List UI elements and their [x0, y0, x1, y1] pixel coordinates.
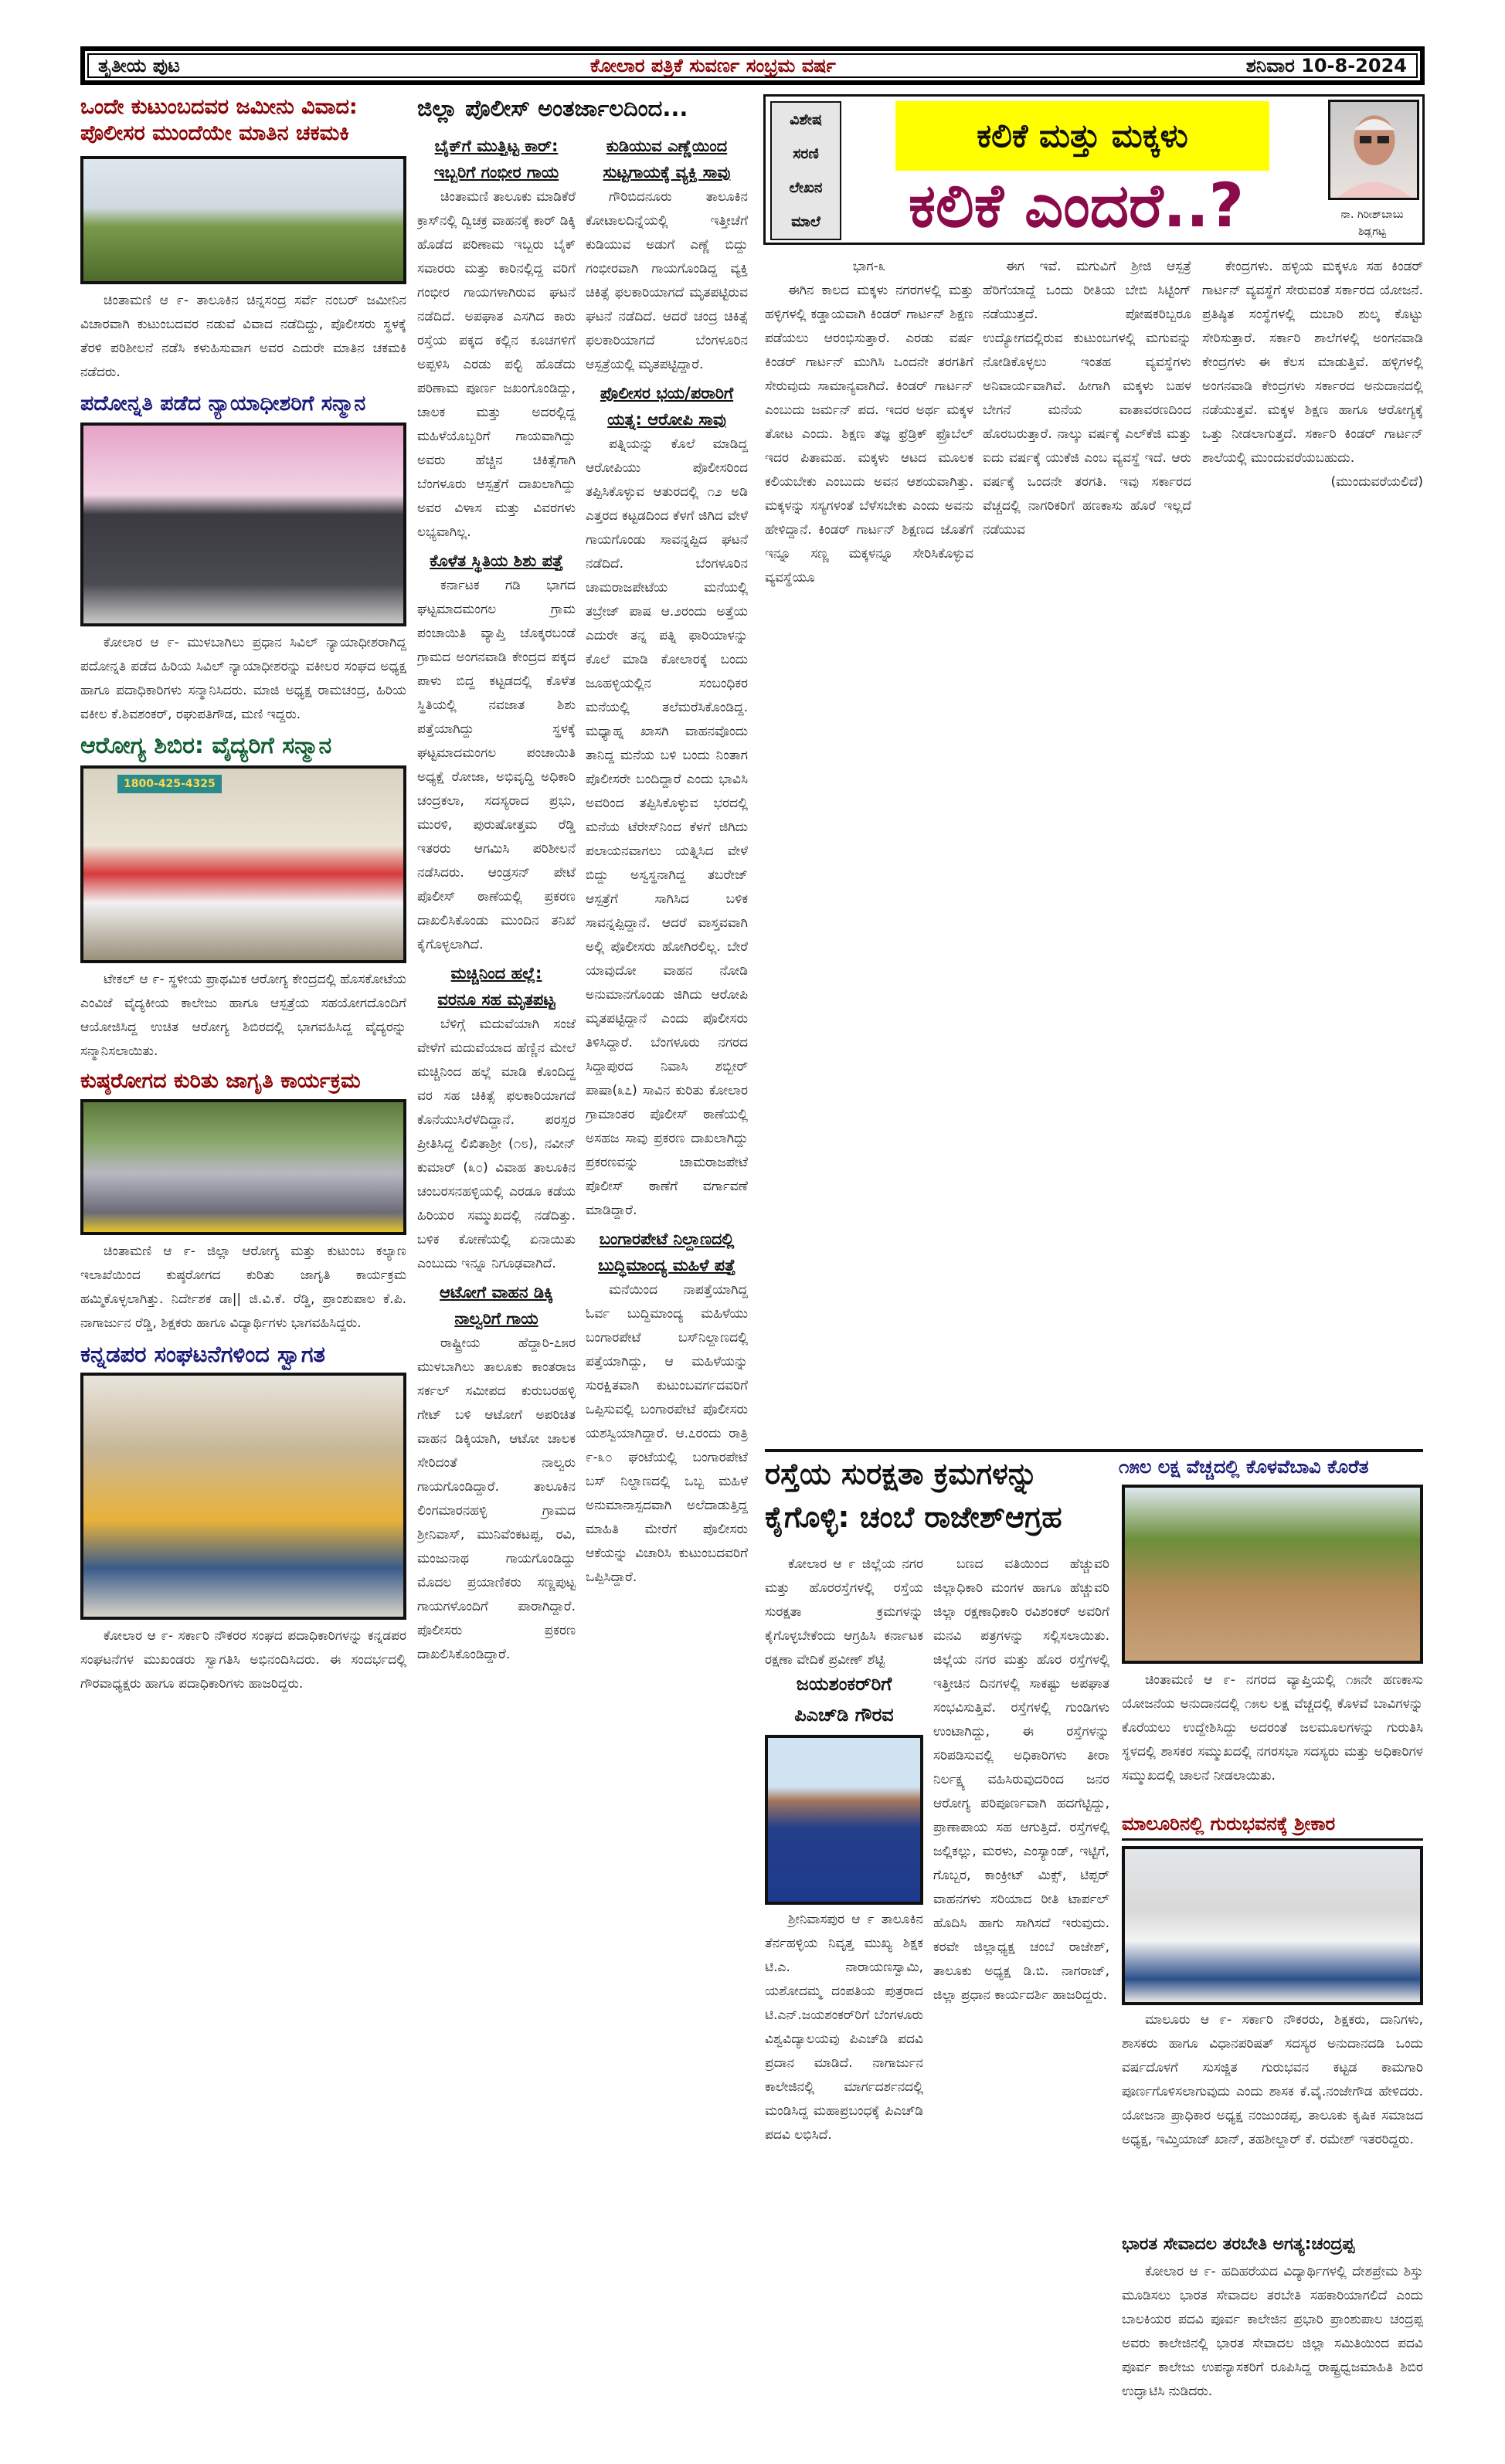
crime-column-b [586, 133, 748, 2373]
series-label: ವಿಶೇಷ ಸರಣಿ ಲೇಖನ ಮಾಲೆ [770, 101, 841, 240]
page-label: ತೃತೀಯ ಪುಟ [98, 55, 180, 76]
crime-item: ಕುಡಿಯುವ ಎಣ್ಣೆಯಿಂದ ಸುಟ್ಟಗಾಯಕ್ಕೆ ವ್ಯಕ್ತಿ ಸಾವು ಗೌರಿಬಿದನೂರು ತಾಲೂಕಿನ ಕೋಟಾಲದಿನ್ನೆಯಲ್ಲಿ ಇತ್ತೀಚೆಗೆ ಕುಡಿಯುವ ಅಡುಗೆ ಎಣ್ಣೆ ಬಿದ್ದು ಗಂಭೀರವಾಗಿ ಗಾಯಗೊಂಡಿದ್ದ ವ್ಯಕ್ತಿ ಚಿಕಿತ್ಸೆ ಫಲಕಾರಿಯಾಗದೆ ಮೃತಪಟ್ಟಿರುವ ಘಟನೆ ನಡೆದಿದೆ. ಆದರೆ ಚಂದ್ರ ಚಿಕಿತ್ಸೆ ಫಲಕಾರಿಯಾಗದೆ ಬೆಂಗಳೂರಿನ ಆಸ್ಪತ್ರೆಯಲ್ಲಿ ಮೃತಪಟ್ಟಿದ್ದಾರೆ. [586, 137, 748, 372]
story1-body: ಚಿಂತಾಮಣಿ ಆ ೯- ತಾಲೂಕಿನ ಚಿನ್ನಸಂದ್ರ ಸರ್ವೆ ನಂಬರ್ ಜಮೀನಿನ ವಿಚಾರವಾಗಿ ಕುಟುಂಬದವರ ನಡುವೆ ವಿವಾದ ನಡೆದಿದ್ದು, ಪೊಲೀಸರು ಸ್ಥಳಕ್ಕೆ ತೆರಳಿ ಪರಿಶೀಲನೆ ನಡೆಸಿ ಕಳುಹಿಸುವಾಗ ಅವರ ಎದುರೇ ಮಾತಿನ ಚಕಮಕಿ ನಡೆದರು. [80, 292, 406, 380]
malur-rule [1122, 1838, 1423, 1841]
seva-body: ಕೋಲಾರ ಆ ೯- ಹದಿಹರೆಯದ ವಿದ್ಯಾರ್ಥಿಗಳಲ್ಲಿ ದೇಶಪ್ರೇಮ ಶಿಸ್ತು ಮೂಡಿಸಲು ಭಾರತ ಸೇವಾದಲ ತರಬೇತಿ ಸಹಕಾರಿಯಾಗಲಿದೆ ಎಂದು ಬಾಲಕಿಯರ ಪದವಿ ಪೂರ್ವ ಕಾಲೇಜಿನ ಪ್ರಭಾರಿ ಪ್ರಾಂಶುಪಾಲ ಚಂದ್ರಪ್ಪ ಅವರು ಕಾಲೇಜಿನಲ್ಲಿ ಭಾರತ ಸೇವಾದಲ ಜಿಲ್ಲಾ ಸಮಿತಿಯಿಂದ ಪದವಿ ಪೂರ್ವ ಕಾಲೇಜು ಉಪನ್ಯಾಸಕರಿಗೆ ರೂಪಿಸಿದ್ದ ರಾಷ್ಟ್ರಧ್ವಜಮಾಹಿತಿ ಶಿಬಿರ ಉದ್ಘಾಟಿಸಿ ನುಡಿದರು. [1122, 2264, 1423, 2399]
crime-item: ಮಚ್ಚಿನಿಂದ ಹಲ್ಲೆ: ವರನೂ ಸಹ ಮೃತಪಟ್ಟ ಬೆಳಿಗ್ಗೆ ಮದುವೆಯಾಗಿ ಸಂಜೆ ವೇಳೆಗೆ ಮದುವೆಯಾದ ಹೆಣ್ಣಿನ ಮೇಲೆ ಮಚ್ಚಿನಿಂದ ಹಲ್ಲೆ ಮಾಡಿ ಕೊಂದಿದ್ದ ವರ ಸಹ ಚಿಕಿತ್ಸೆ ಫಲಕಾರಿಯಾಗದೆ ಕೊನೆಯುಸಿರೆಳೆದಿದ್ದಾನೆ. ಪರಸ್ಪರ ಪ್ರೀತಿಸಿದ್ದ ಲಿಖಿತಾಶ್ರೀ (೧೮), ನವೀನ್ ಕುಮಾರ್ (೩೦) ವಿವಾಹ ತಾಲೂಕಿನ ಚಂಬರಸನಹಳ್ಳಿಯಲ್ಲಿ ಎರಡೂ ಕಡೆಯ ಹಿರಿಯರ ಸಮ್ಮುಖದಲ್ಲಿ ನಡೆದಿತ್ತು. ಬಳಿಕ ಕೋಣೆಯಲ್ಲಿ ಏನಾಯಿತು ಎಂಬುದು ಇನ್ನೂ ನಿಗೂಢವಾಗಿದೆ. [417, 964, 576, 1271]
story3-headline: ಆರೋಗ್ಯ ಶಿಬಿರ: ವೈದ್ಯರಿಗೆ ಸನ್ಮಾನ [80, 732, 332, 760]
kannada-welcome-photo [80, 1373, 406, 1620]
story4-headline: ಕುಷ್ಠರೋಗದ ಕುರಿತು ಜಾಗೃತಿ ಕಾರ್ಯಕ್ರಮ [80, 1068, 361, 1093]
series-big-title: ಕಲಿಕೆ ಎಂದರೆ..? [908, 171, 1245, 241]
crime-item: ಕೊಳೆತ ಸ್ಥಿತಿಯ ಶಿಶು ಪತ್ತೆ ಕರ್ನಾಟಕ ಗಡಿ ಭಾಗದ ಘಟ್ಟಮಾದಮಂಗಲ ಗ್ರಾಮ ಪಂಚಾಯಿತಿ ವ್ಯಾಪ್ತಿ ಚೊಕ್ಕರಬಂಡೆ ಗ್ರಾಮದ ಅಂಗನವಾಡಿ ಕೇಂದ್ರದ ಪಕ್ಕದ ಪಾಳು ಬಿದ್ದ ಕಟ್ಟಡದಲ್ಲಿ ಕೊಳೆತ ಸ್ಥಿತಿಯಲ್ಲಿ ನವಜಾತ ಶಿಶು ಪತ್ತೆಯಾಗಿದ್ದು ಸ್ಥಳಕ್ಕೆ ಘಟ್ಟಮಾದಮಂಗಲ ಪಂಚಾಯಿತಿ ಅಧ್ಯಕ್ಷೆ ರೋಜಾ, ಅಭಿವೃದ್ಧಿ ಅಧಿಕಾರಿ ಚಂದ್ರಕಲಾ, ಸದಸ್ಯರಾದ ಪ್ರಭು, ಮುರಳಿ, ಪುರುಷೋತ್ತಮ ರೆಡ್ಡಿ ಇತರರು ಆಗಮಿಸಿ ಪರಿಶೀಲನೆ ನಡೆಸಿದರು. ಆಂಡ್ರಸನ್ ಪೇಟೆ ಪೊಲೀಸ್ ಠಾಣೆಯಲ್ಲಿ ಪ್ರಕರಣ ದಾಖಲಿಸಿಕೊಂಡು ಮುಂದಿನ ತನಿಖೆ ಕೈಗೊಳ್ಳಲಾಗಿದೆ. [417, 552, 576, 952]
series-title: ಕಲಿಕೆ ಮತ್ತು ಮಕ್ಕಳು [895, 101, 1269, 171]
crime-item: ಬಂಗಾರಪೇಟೆ ನಿಲ್ದಾಣದಲ್ಲಿ ಬುದ್ಧಿಮಾಂದ್ಯ ಮಹಿಳೆ ಪತ್ತೆ ಮನೆಯಿಂದ ನಾಪತ್ತೆಯಾಗಿದ್ದ ಓರ್ವ ಬುದ್ಧಿಮಾಂದ್ಯ ಮಹಿಳೆಯು ಬಂಗಾರಪೇಟೆ ಬಸ್‌ನಿಲ್ದಾಣದಲ್ಲಿ ಪತ್ತೆಯಾಗಿದ್ದು, ಆ ಮಹಿಳೆಯನ್ನು ಸುರಕ್ಷಿತವಾಗಿ ಕುಟುಂಬವರ್ಗದವರಿಗೆ ಒಪ್ಪಿಸುವಲ್ಲಿ ಬಂಗಾರಪೇಟೆ ಪೊಲೀಸರು ಯಶಸ್ವಿಯಾಗಿದ್ದಾರೆ. ಆ.೭ರಂದು ರಾತ್ರಿ ೯-೩೦ ಘಂಟೆಯಲ್ಲಿ ಬಂಗಾರಪೇಟೆ ಬಸ್ ನಿಲ್ದಾಣದಲ್ಲಿ ಒಬ್ಬ ಮಹಿಳೆ ಅನುಮಾನಾಸ್ಪದವಾಗಿ ಅಲೆದಾಡುತ್ತಿದ್ದ ಮಾಹಿತಿ ಮೇರೆಗೆ ಪೊಲೀಸರು ಆಕೆಯನ್ನು ವಿಚಾರಿಸಿ ಕುಟುಂಬದವರಿಗೆ ಒಪ್ಪಿಸಿದ್ದಾರೆ. [586, 1230, 748, 1585]
story1-headline: ಒಂದೇ ಕುಟುಂಬದವರ ಜಮೀನು ವಿವಾದ: ಪೊಲೀಸರ ಮುಂದೆಯೇ ಮಾತಿನ ಚಕಮಕಿ [80, 95, 358, 145]
land-dispute-photo [80, 156, 406, 284]
seva-headline: ಭಾರತ ಸೇವಾದಲ ತರಬೇತಿ ಅಗತ್ಯ:ಚಂದ್ರಪ್ಪ [1122, 2235, 1355, 2254]
story2-headline: ಪದೋನ್ನತಿ ಪಡೆದ ನ್ಯಾಯಾಧೀಶರಿಗೆ ಸನ್ಮಾನ [80, 391, 366, 416]
series-header [763, 94, 1425, 245]
malur-headline: ಮಾಲೂರಿನಲ್ಲಿ ಗುರುಭವನಕ್ಕೆ ಶ್ರೀಕಾರ [1122, 1813, 1336, 1834]
helpline-number: 1800-425-4325 [117, 775, 222, 793]
issue-date: ಶನಿವಾರ 10-8-2024 [1245, 55, 1407, 76]
crime-item: ಬೈಕ್‌ಗೆ ಮುತ್ತಿಟ್ಟ ಕಾರ್: ಇಬ್ಬರಿಗೆ ಗಂಭೀರ ಗಾಯ ಚಿಂತಾಮಣಿ ತಾಲೂಕು ಮಾಡಿಕೆರೆ ಕ್ರಾಸ್‌ನಲ್ಲಿ ದ್ವಿಚಕ್ರ ವಾಹನಕ್ಕೆ ಕಾರ್ ಡಿಕ್ಕಿ ಹೊಡೆದ ಪರಿಣಾಮ ಇಬ್ಬರು ಬೈಕ್ ಸವಾರರು ಮತ್ತು ಕಾರಿನಲ್ಲಿದ್ದ ವರಿಗೆ ಗಂಭೀರ ಗಾಯಗಳಾಗಿರುವ ಘಟನೆ ನಡೆದಿದೆ. ಅಪಘಾತ ಎಸಗಿದ ಕಾರು ರಸ್ತೆಯ ಪಕ್ಕದ ಕಲ್ಲಿನ ಕೂಚಗಳಿಗೆ ಅಪ್ಪಳಿಸಿ ಎರಡು ಪಲ್ಟಿ ಹೊಡೆದು ಪರಿಣಾಮ ಪೂರ್ಣ ಜಖಂಗೊಂಡಿದ್ದು, ಚಾಲಕ ಮತ್ತು ಅದರಲ್ಲಿದ್ದ ಮಹಿಳೆಯೊಬ್ಬರಿಗೆ ಗಾಯವಾಗಿದ್ದು ಅವರು ಹೆಚ್ಚಿನ ಚಿಕಿತ್ಸೆಗಾಗಿ ಬೆಂಗಳೂರು ಆಸ್ಪತ್ರೆಗೆ ದಾಖಲಾಗಿದ್ದು ಅವರ ವಿಳಾಸ ಮತ್ತು ವಿವರಗಳು ಲಭ್ಯವಾಗಿಲ್ಲ. [417, 137, 576, 540]
story5-body: ಕೋಲಾರ ಆ ೯- ಸರ್ಕಾರಿ ನೌಕರರ ಸಂಘದ ಪದಾಧಿಕಾರಿಗಳನ್ನು ಕನ್ನಡಪರ ಸಂಘಟನೆಗಳ ಮುಖಂಡರು ಸ್ವಾಗತಿಸಿ ಅಭಿನಂದಿಸಿದರು. ಈ ಸಂದರ್ಭದಲ್ಲಿ ಗೌರವಾಧ್ಯಕ್ಷರು ಹಾಗೂ ಪದಾಧಿಕಾರಿಗಳು ಹಾಜರಿದ್ದರು. [80, 1627, 406, 1692]
phd-headline: ಜಯಶಂಕರ್‌ರಿಗೆ ಪಿಎಚ್‌ಡಿ ಗೌರವ [794, 1673, 894, 1726]
author-portrait-icon [1330, 102, 1417, 198]
crime-column-a [417, 133, 576, 2373]
series-column-2: ಈಗ ಇವೆ. ಮಗುವಿಗೆ ಶ್ರೀಜಿ ಆಸ್ಪತ್ರೆ ಹೆರಿಗೆಯಾದ್ದೆ ಒಂದು ರೀತಿಯ ಬೇಬಿ ಸಿಟ್ಟಿಂಗ್ ನಡೆಯುತ್ತದೆ. ಪೋಷಕರಿಬ್ಬರೂ ಉದ್ಯೋಗದಲ್ಲಿರುವ ಕುಟುಂಬಗಳಲ್ಲಿ ಮಗುವನ್ನು ನೋಡಿಕೊಳ್ಳಲು ಇಂತಹ ವ್ಯವಸ್ಥೆಗಳು ಅನಿವಾರ್ಯವಾಗಿವೆ. ಹೀಗಾಗಿ ಮಕ್ಕಳು ಬಹಳ ಬೇಗನೆ ಮನೆಯ ವಾತಾವರಣದಿಂದ ಹೊರಬರುತ್ತಾರೆ. ನಾಲ್ಕು ವರ್ಷಕ್ಕೆ ಎಲ್‌ಕೆಜಿ ಮತ್ತು ಐದು ವರ್ಷಕ್ಕೆ ಯುಕೆಜಿ ಎಂಬ ವ್ಯವಸ್ಥೆ ಇದೆ. ಆರು ವರ್ಷಕ್ಕೆ ಒಂದನೇ ತರಗತಿ. ಇವು ಸರ್ಕಾರದ ವೆಚ್ಚದಲ್ಲಿ ನಾಗರಿಕರಿಗೆ ಹಣಕಾಸು ಹೊರೆ ಇಲ್ಲದೆ ನಡೆಯುವ [983, 259, 1191, 538]
borewell-photo [1122, 1485, 1423, 1664]
jayashankar-photo [765, 1735, 923, 1905]
police-news-banner: ಜಿಲ್ಲಾ ಪೊಲೀಸ್ ಅಂತರ್ಜಾಲದಿಂದ... [417, 95, 688, 121]
paper-name: ಕೋಲಾರ ಪತ್ರಿಕೆ ಸುವರ್ಣ ಸಂಭ್ರಮ ವರ್ಷ [589, 55, 836, 76]
malur-photo [1122, 1846, 1423, 2005]
series-column-1: ಭಾಗ-೩ ಈಗಿನ ಕಾಲದ ಮಕ್ಕಳು ನಗರಗಳಲ್ಲಿ ಮತ್ತು ಹಳ್ಳಿಗಳಲ್ಲಿ ಕಡ್ಡಾಯವಾಗಿ ಕಿಂಡರ್ ಗಾರ್ಟನ್ ಶಿಕ್ಷಣ ಪಡೆಯಲು ಆರಂಭಿಸುತ್ತಾರೆ. ಎರಡು ವರ್ಷ ಕಿಂಡರ್ ಗಾರ್ಟನ್ ಮುಗಿಸಿ ಒಂದನೇ ತರಗತಿಗೆ ಸೇರುವುದು ಸಾಮಾನ್ಯವಾಗಿದೆ. ಕಿಂಡರ್ ಗಾರ್ಟನ್ ಎಂಬುದು ಜರ್ಮನ್ ಪದ. ಇದರ ಅರ್ಥ ಮಕ್ಕಳ ತೋಟ ಎಂದು. ಶಿಕ್ಷಣ ತಜ್ಞ ಫ್ರೆಡ್ರಿಕ್ ಫ್ರೊಬೆಲ್ ಇದರ ಪಿತಾಮಹ. ಮಕ್ಕಳು ಆಟದ ಮೂಲಕ ಕಲಿಯಬೇಕು ಎಂಬುದು ಅವನ ಆಶಯವಾಗಿತ್ತು. ಮಕ್ಕಳನ್ನು ಸಸ್ಯಗಳಂತೆ ಬೆಳೆಸಬೇಕು ಎಂದು ಅವನು ಹೇಳಿದ್ದಾನೆ. ಕಿಂಡರ್ ಗಾರ್ಟನ್ ಶಿಕ್ಷಣದ ಜೊತೆಗೆ ಇನ್ನೂ ಸಣ್ಣ ಮಕ್ಕಳನ್ನೂ ಸೇರಿಸಿಕೊಳ್ಳುವ ವ್ಯವಸ್ಥೆಯೂ [765, 259, 973, 585]
malur-body: ಮಾಲೂರು ಆ ೯- ಸರ್ಕಾರಿ ನೌಕರರು, ಶಿಕ್ಷಕರು, ದಾನಿಗಳು, ಶಾಸಕರು ಹಾಗೂ ವಿಧಾನಪರಿಷತ್ ಸದಸ್ಯರ ಅನುದಾನದಡಿ ಒಂದು ವರ್ಷದೊಳಗೆ ಸುಸಜ್ಜಿತ ಗುರುಭವನ ಕಟ್ಟಡ ಕಾಮಗಾರಿ ಪೂರ್ಣಗೊಳಿಸಲಾಗುವುದು ಎಂದು ಶಾಸಕ ಕೆ.ವೈ.ನಂಜೇಗೌಡ ಹೇಳಿದರು. ಯೋಜನಾ ಪ್ರಾಧಿಕಾರ ಅಧ್ಯಕ್ಷ ನಂಜುಂಡಪ್ಪ, ತಾಲೂಕು ಕೃಷಿಕ ಸಮಾಜದ ಅಧ್ಯಕ್ಷ, ಇಮ್ತಿಯಾಜ್ ಖಾನ್, ತಹಶೀಲ್ದಾರ್ ಕೆ. ರಮೇಶ್ ಇತರರಿದ್ದರು. [1122, 2012, 1423, 2147]
borewell-headline: ೧೫ಲ ಲಕ್ಷ ವೆಚ್ಚದಲ್ಲಿ ಕೊಳವೆಬಾವಿ ಕೊರೆತ [1119, 1456, 1369, 1478]
crime-item: ಪೊಲೀಸರ ಭಯ/ಪರಾರಿಗೆ ಯತ್ನ: ಆರೋಪಿ ಸಾವು ಪತ್ನಿಯನ್ನು ಕೊಲೆ ಮಾಡಿದ್ದ ಆರೋಪಿಯು ಪೊಲೀಸರಿಂದ ತಪ್ಪಿಸಿಕೊಳ್ಳುವ ಆತುರದಲ್ಲಿ ೧೨ ಅಡಿ ಎತ್ತರದ ಕಟ್ಟಡದಿಂದ ಕೆಳಗೆ ಜಿಗಿದ ವೇಳೆ ಗಾಯಗೊಂಡು ಸಾವನ್ನಪ್ಪಿದ ಘಟನೆ ನಡೆದಿದೆ. ಬೆಂಗಳೂರಿನ ಚಾಮರಾಜಪೇಟೆಯ ಮನೆಯಲ್ಲಿ ತಬ್ರೇಜ್ ಪಾಷ ಆ.೨ರಂದು ಅತ್ತೆಯ ಎದುರೇ ತನ್ನ ಪತ್ನಿ ಫಾರಿಯಾಳನ್ನು ಕೊಲೆ ಮಾಡಿ ಕೋಲಾರಕ್ಕೆ ಬಂದು ಜೂಹಳ್ಳಿಯಲ್ಲಿನ ಸಂಬಂಧಿಕರ ಮನೆಯಲ್ಲಿ ತಲೆಮರೆಸಿಕೊಂಡಿದ್ದ. ಮಧ್ಯಾಹ್ನ ಖಾಸಗಿ ವಾಹನವೊಂದು ತಾನಿದ್ದ ಮನೆಯ ಬಳಿ ಬಂದು ನಿಂತಾಗ ಪೊಲೀಸರೇ ಬಂದಿದ್ದಾರೆ ಎಂದು ಭಾವಿಸಿ ಅವರಿಂದ ತಪ್ಪಿಸಿಕೊಳ್ಳುವ ಭರದಲ್ಲಿ ಮನೆಯ ಟೆರೇಸ್‌ನಿಂದ ಕೆಳಗೆ ಜಿಗಿದು ಪಲಾಯನವಾಗಲು ಯತ್ನಿಸಿದ ವೇಳೆ ಬಿದ್ದು ಅಸ್ವಸ್ಥನಾಗಿದ್ದ ತಬರೇಜ್ ಆಸ್ಪತ್ರೆಗೆ ಸಾಗಿಸಿದ ಬಳಿಕ ಸಾವನ್ನಪ್ಪಿದ್ದಾನೆ. ಆದರೆ ವಾಸ್ತವವಾಗಿ ಅಲ್ಲಿ ಪೊಲೀಸರು ಹೋಗಿರಲಿಲ್ಲ. ಬೇರೆ ಯಾವುದೋ ವಾಹನ ನೋಡಿ ಅನುಮಾನಗೊಂಡು ಜಿಗಿದು ಆರೋಪಿ ಮೃತಪಟ್ಟಿದ್ದಾನೆ ಎಂದು ಪೊಲೀಸರು ತಿಳಿಸಿದ್ದಾರೆ. ಬೆಂಗಳೂರು ನಗರದ ಸಿದ್ದಾಪುರದ ನಿವಾಸಿ ಶಬ್ಬೀರ್ ಪಾಷಾ(೩೭) ಸಾವಿನ ಕುರಿತು ಕೋಲಾರ ಗ್ರಾಮಾಂತರ ಪೊಲೀಸ್ ಠಾಣೆಯಲ್ಲಿ ಅಸಹಜ ಸಾವು ಪ್ರಕರಣ ದಾಖಲಾಗಿದ್ದು ಪ್ರಕರಣವನ್ನು ಚಾಮರಾಜಪೇಟೆ ಪೊಲೀಸ್ ಠಾಣೆಗೆ ವರ್ಗಾವಣೆ ಮಾಡಿದ್ದಾರೆ. [586, 384, 748, 1218]
crime-item: ಆಟೋಗೆ ವಾಹನ ಡಿಕ್ಕಿ ನಾಲ್ವರಿಗೆ ಗಾಯ ರಾಷ್ಟ್ರೀಯ ಹೆದ್ದಾರಿ-೭೫ರ ಮುಳಬಾಗಿಲು ತಾಲೂಕು ಕಾಂತರಾಜ ಸರ್ಕಲ್ ಸಮೀಪದ ಕುರುಬರಹಳ್ಳಿ ಗೇಟ್ ಬಳಿ ಆಟೋಗೆ ಅಪರಿಚಿತ ವಾಹನ ಡಿಕ್ಕಿಯಾಗಿ, ಆಟೋ ಚಾಲಕ ಸೇರಿದಂತೆ ನಾಲ್ವರು ಗಾಯಗೊಂಡಿದ್ದಾರೆ. ತಾಲೂಕಿನ ಲಿಂಗಮಾರನಹಳ್ಳಿ ಗ್ರಾಮದ ಶ್ರೀನಿವಾಸ್, ಮುನಿವೆಂಕಟಪ್ಪ, ರವಿ, ಮಂಜುನಾಥ ಗಾಯಗೊಂಡಿದ್ದು ಮೊದಲ ಪ್ರಯಾಣಿಕರು ಸಣ್ಣಪುಟ್ಟ ಗಾಯಗಳೊಂದಿಗೆ ಪಾರಾಗಿದ್ದಾರೆ. ಪೊಲೀಸರು ಪ್ರಕರಣ ದಾಖಲಿಸಿಕೊಂಡಿದ್ದಾರೆ. [417, 1283, 576, 1662]
author-photo [1328, 100, 1419, 200]
road-safety-col1: ಕೋಲಾರ ಆ ೯ ಜಿಲ್ಲೆಯ ನಗರ ಮತ್ತು ಹೊರರಸ್ತೆಗಳಲ್ಲಿ ರಸ್ತೆಯ ಸುರಕ್ಷತಾ ಕ್ರಮಗಳನ್ನು ಕೈಗೊಳ್ಳಬೇಕೆಂದು ಆಗ್ರಹಿಸಿ ಕರ್ನಾಟಕ ರಕ್ಷಣಾ ವೇದಿಕೆ ಪ್ರವೀಣ್ ಶೆಟ್ಟಿ [765, 1556, 923, 1668]
left-column [80, 94, 406, 2381]
judge-felicitation-photo [80, 423, 406, 626]
road-safety-col2: ಬಣದ ವತಿಯಿಂದ ಹೆಚ್ಚುವರಿ ಜಿಲ್ಲಾಧಿಕಾರಿ ಮಂಗಳ ಹಾಗೂ ಹೆಚ್ಚುವರಿ ಜಿಲ್ಲಾ ರಕ್ಷಣಾಧಿಕಾರಿ ರವಿಶಂಕರ್ ಅವರಿಗೆ ಮನವಿ ಪತ್ರಗಳನ್ನು ಸಲ್ಲಿಸಲಾಯಿತು. ಜಿಲ್ಲೆಯ ನಗರ ಮತ್ತು ಹೊರ ರಸ್ತೆಗಳಲ್ಲಿ ಇತ್ತೀಚಿನ ದಿನಗಳಲ್ಲಿ ಸಾಕಷ್ಟು ಅಪಘಾತ ಸಂಭವಿಸುತ್ತಿವೆ. ರಸ್ತೆಗಳಲ್ಲಿ ಗುಂಡಿಗಳು ಉಂಟಾಗಿದ್ದು, ಈ ರಸ್ತೆಗಳನ್ನು ಸರಿಪಡಿಸುವಲ್ಲಿ ಅಧಿಕಾರಿಗಳು ತೀರಾ ನಿರ್ಲಕ್ಷ್ಯ ವಹಿಸಿರುವುದರಿಂದ ಜನರ ಆರೋಗ್ಯ ಪರಿಪೂರ್ಣವಾಗಿ ಹದಗೆಟ್ಟಿದ್ದು, ಪ್ರಾಣಾಪಾಯ ಸಹ ಆಗುತ್ತಿದೆ. ರಸ್ತೆಗಳಲ್ಲಿ ಜಲ್ಲಿಕಲ್ಲು, ಮರಳು, ಎಂಸ್ಯಾಂಡ್, ಇಟ್ಟಿಗೆ, ಗೊಬ್ಬರ, ಕಾಂಕ್ರೀಟ್ ಮಿಕ್ಸ್, ಟಿಪ್ಪರ್ ವಾಹನಗಳು ಸರಿಯಾದ ರೀತಿ ಟಾರ್ಪಲ್ ಹೊದಿಸಿ ಹಾಗು ಸಾಗಿಸದೆ ಇರುವುದು. ಕರವೇ ಜಿಲ್ಲಾಧ್ಯಕ್ಷ ಚಂಬೆ ರಾಜೇಶ್, ತಾಲೂಕು ಅಧ್ಯಕ್ಷ ಡಿ.ಬಿ. ನಾಗರಾಜ್, ಜಿಲ್ಲಾ ಪ್ರಧಾನ ಕಾರ್ಯದರ್ಶಿ ಹಾಜರಿದ್ದರು. [933, 1556, 1109, 2003]
health-camp-photo [80, 765, 406, 963]
story2-body: ಕೋಲಾರ ಆ ೯- ಮುಳಬಾಗಿಲು ಪ್ರಧಾನ ಸಿವಿಲ್ ನ್ಯಾಯಾಧೀಶರಾಗಿದ್ದ ಪದೋನ್ನತಿ ಪಡೆದ ಹಿರಿಯ ಸಿವಿಲ್ ನ್ಯಾಯಾಧೀಶರನ್ನು ವಕೀಲರ ಸಂಘದ ಅಧ್ಯಕ್ಷ ಹಾಗೂ ಪದಾಧಿಕಾರಿಗಳು ಸನ್ಮಾನಿಸಿದರು. ಮಾಜಿ ಅಧ್ಯಕ್ಷ ರಾಮಚಂದ್ರ, ಹಿರಿಯ ವಕೀಲ ಕೆ.ಶಿವಶಂಕರ್, ರಘುಪತಿಗೌಡ, ಮಣಿ ಇದ್ದರು. [80, 635, 406, 723]
story3-body: ಟೇಕಲ್ ಆ ೯- ಸ್ಥಳೀಯ ಪ್ರಾಥಮಿಕ ಆರೋಗ್ಯ ಕೇಂದ್ರದಲ್ಲಿ ಹೊಸಕೋಟೆಯ ಎಂವಿಜೆ ವೈದ್ಯಕೀಯ ಕಾಲೇಜು ಹಾಗೂ ಆಸ್ಪತ್ರೆಯ ಸಹಯೋಗದೊಂದಿಗೆ ಆಯೋಜಿಸಿದ್ದ ಉಚಿತ ಆರೋಗ್ಯ ಶಿಬಿರದಲ್ಲಿ ಭಾಗವಹಿಸಿದ್ದ ವೈದ್ಯರನ್ನು ಸನ್ಮಾನಿಸಲಾಯಿತು. [80, 971, 406, 1059]
phd-story: ಜಯಶಂಕರ್‌ರಿಗೆ ಪಿಎಚ್‌ಡಿ ಗೌರವ ಶ್ರೀನಿವಾಸಪುರ ಆ ೯ ತಾಲೂಕಿನ ತೆರ್ನಹಳ್ಳಿಯ ನಿವೃತ್ತ ಮುಖ್ಯ ಶಿಕ್ಷಕ ಟಿ.ಎ. ನಾರಾಯಣಸ್ವಾಮಿ, ಯಶೋದಮ್ಮ ದಂಪತಿಯ ಪುತ್ರರಾದ ಟಿ.ಎನ್.ಜಯಶಂಕರ್‌ರಿಗೆ ಬೆಂಗಳೂರು ವಿಶ್ವವಿದ್ಯಾಲಯವು ಪಿಎಚ್‌ಡಿ ಪದವಿ ಪ್ರದಾನ ಮಾಡಿದೆ. ನಾಗಾರ್ಜುನ ಕಾಲೇಜಿನಲ್ಲಿ ಮಾರ್ಗದರ್ಶನದಲ್ಲಿ ಮಂಡಿಸಿದ್ದ ಮಹಾಪ್ರಬಂಧಕ್ಕೆ ಪಿಎಚ್‌ಡಿ ಪದವಿ ಲಭಿಸಿದೆ. [765, 1668, 923, 2379]
borewell-body: ಚಿಂತಾಮಣಿ ಆ ೯- ನಗರದ ವ್ಯಾಪ್ತಿಯಲ್ಲಿ ೧೫ನೇ ಹಣಕಾಸು ಯೋಜನೆಯ ಅನುದಾನದಲ್ಲಿ ೧೫ಲ ಲಕ್ಷ ವೆಚ್ಚದಲ್ಲಿ ಕೊಳವೆ ಬಾವಿಗಳನ್ನು ಕೊರೆಯಲು ಉದ್ದೇಶಿಸಿದ್ದು ಅದರಂತೆ ಜಲಮೂಲಗಳನ್ನು ಗುರುತಿಸಿ ಸ್ಥಳದಲ್ಲಿ ಶಾಸಕರ ಸಮ್ಮುಖದಲ್ಲಿ ನಗರಸಭಾ ಸದಸ್ಯರು ಮತ್ತು ಅಧಿಕಾರಿಗಳ ಸಮ್ಮುಖದಲ್ಲಿ ಚಾಲನೆ ನೀಡಲಾಯಿತು. [1122, 1672, 1423, 1784]
author-byline: ನಾ. ಗಿರೀಶ್‌ಬಾಬು ಶಿಡ್ಲಗಟ್ಟ [1340, 209, 1404, 238]
series-column-3: ಕೇಂದ್ರಗಳು. ಹಳ್ಳಿಯ ಮಕ್ಕಳೂ ಸಹ ಕಿಂಡರ್ ಗಾರ್ಟನ್ ವ್ಯವಸ್ಥೆಗೆ ಸೇರುವಂತೆ ಸರ್ಕಾರದ ಯೋಜನೆ. ಪ್ರತಿಷ್ಠಿತ ಸಂಸ್ಥೆಗಳಲ್ಲಿ ದುಬಾರಿ ಶುಲ್ಕ ಕೊಟ್ಟು ಸೇರಿಸುತ್ತಾರೆ. ಸರ್ಕಾರಿ ಶಾಲೆಗಳಲ್ಲಿ ಅಂಗನವಾಡಿ ಕೇಂದ್ರಗಳು ಈ ಕೆಲಸ ಮಾಡುತ್ತಿವೆ. ಹಳ್ಳಿಗಳಲ್ಲಿ ಅಂಗನವಾಡಿ ಕೇಂದ್ರಗಳು ಸರ್ಕಾರದ ಅನುದಾನದಲ್ಲಿ ನಡೆಯುತ್ತವೆ. ಮಕ್ಕಳ ಶಿಕ್ಷಣ ಹಾಗೂ ಆರೋಗ್ಯಕ್ಕೆ ಒತ್ತು ನೀಡಲಾಗುತ್ತದೆ. ಸರ್ಕಾರಿ ಕಿಂಡರ್ ಗಾರ್ಟನ್ ಶಾಲೆಯಲ್ಲಿ ಮುಂದುವರೆಯಬಹುದು. (ಮುಂದುವರೆಯಲಿದೆ) [1202, 259, 1423, 490]
leprosy-awareness-photo [80, 1099, 406, 1235]
story4-body: ಚಿಂತಾಮಣಿ ಆ ೯- ಜಿಲ್ಲಾ ಆರೋಗ್ಯ ಮತ್ತು ಕುಟುಂಬ ಕಲ್ಯಾಣ ಇಲಾಖೆಯಿಂದ ಕುಷ್ಠರೋಗದ ಕುರಿತು ಜಾಗೃತಿ ಕಾರ್ಯಕ್ರಮ ಹಮ್ಮಿಕೊಳ್ಳಲಾಗಿತ್ತು. ನಿರ್ದೇಶಕ ಡಾ|| ಜಿ.ವಿ.ಕೆ. ರೆಡ್ಡಿ, ಪ್ರಾಂಶುಪಾಲ ಕೆ.ಪಿ. ನಾಗಾರ್ಜುನ ರೆಡ್ಡಿ, ಶಿಕ್ಷಕರು ಹಾಗೂ ವಿದ್ಯಾರ್ಥಿಗಳು ಭಾಗವಹಿಸಿದ್ದರು. [80, 1243, 406, 1331]
masthead [80, 46, 1425, 85]
story5-headline: ಕನ್ನಡಪರ ಸಂಘಟನೆಗಳಿಂದ ಸ್ವಾಗತ [80, 1340, 325, 1367]
road-safety-headline: ರಸ್ತೆಯ ಸುರಕ್ಷತಾ ಕ್ರಮಗಳನ್ನು ಕೈಗೊಳ್ಳಿ: ಚಂಬೆ ರಾಜೇಶ್‌ಆಗ್ರಹ [765, 1457, 1062, 1534]
